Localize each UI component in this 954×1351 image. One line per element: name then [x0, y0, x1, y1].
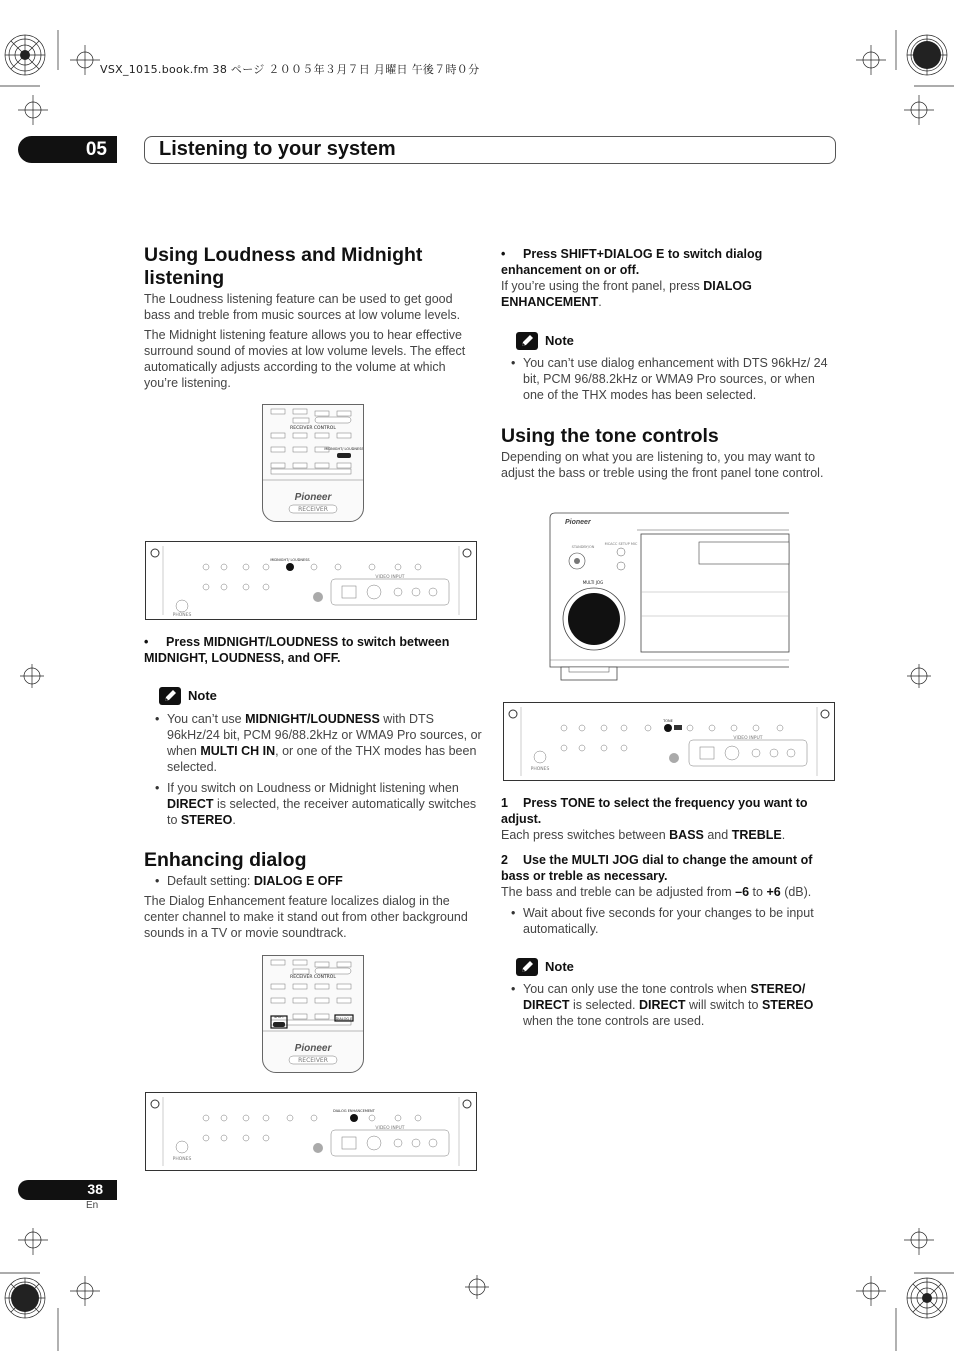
tone-step-1-sub: Each press switches between BASS and TREBLE.	[501, 828, 786, 842]
remote-shift-label: SHIFT	[274, 1015, 284, 1019]
receiver-graphic	[549, 512, 790, 682]
list-item: • You can’t use MIDNIGHT/LOUDNESS with DTS 96kHz/24 bit, PCM 96/88.2kHz or WMA9 Pro sources, or when MULTI CH IN, or one of the THX modes has been selected.	[152, 711, 482, 775]
note-label: Note	[545, 333, 574, 348]
panel-video-label: VIDEO INPUT	[375, 575, 405, 580]
remote-section-label: RECEIVER CONTROL	[290, 426, 336, 431]
note-icon	[516, 958, 538, 976]
remote-receiver-label: RECEIVER	[298, 1057, 328, 1064]
note-icon	[159, 687, 181, 705]
dialog-step-text: Press SHIFT+DIALOG E to switch dialog enhancement on or off.	[501, 247, 763, 277]
front-panel-illustration	[503, 702, 835, 781]
tone-paragraph: Depending on what you are listening to, you may want to adjust the bass or treble using the front panel tone control.	[501, 450, 824, 480]
loudness-note-list	[152, 711, 482, 833]
remote-control-illustration	[262, 955, 364, 1073]
tone-step-2-sub: The bass and treble can be adjusted from –6 to +6 (dB).	[501, 885, 812, 899]
remote-brand: Pioneer	[294, 1043, 332, 1054]
panel-phones-label: PHONES	[172, 1157, 192, 1162]
note-label: Note	[188, 688, 217, 703]
panel-video-label: VIDEO INPUT	[733, 736, 763, 741]
list-item: • Default setting: DIALOG E OFF	[152, 873, 482, 889]
registration-mark-icon	[0, 1228, 120, 1351]
chapter-number: 05	[85, 139, 107, 160]
loudness-paragraph-2: The Midnight listening feature allows you to hear effective surround sound of movies at low volume levels. The effect automatically adjusts according to the volume at which you’re listening.	[144, 328, 466, 390]
note-icon	[516, 332, 538, 350]
panel-phones-label: PHONES	[530, 767, 550, 772]
registration-mark-icon	[907, 664, 931, 688]
panel-midnight-label: MIDNIGHT/ LOUDNESS	[270, 558, 310, 562]
list-item: • You can only use the tone controls when STEREO/ DIRECT is selected. DIRECT will switch to STEREO when the tone controls are used.	[508, 981, 835, 1029]
print-header: VSX_1015.book.fm 38 ページ ２００５年３月７日 月曜日 午後７時０分	[100, 63, 480, 76]
remote-buttons-graphic	[263, 956, 363, 1072]
registration-mark-icon	[0, 30, 120, 150]
front-panel-graphic	[504, 703, 834, 780]
section-title-dialog: Enhancing dialog	[144, 849, 307, 871]
mcacc-label: MCACC SETUP MIC	[604, 542, 638, 546]
tone-bullet-list	[508, 905, 835, 942]
front-panel-illustration	[145, 1092, 477, 1171]
remote-buttons-graphic	[263, 405, 363, 521]
tone-note-list	[508, 981, 835, 1034]
dialog-paragraph: The Dialog Enhancement feature localizes dialog in the center channel to make it stand out from other background sounds in a TV or movie soundtrack.	[144, 894, 468, 940]
dialog-step: • Press SHIFT+DIALOG E to switch dialog enhancement on or off.	[501, 247, 763, 277]
registration-mark-icon	[465, 1275, 489, 1299]
list-item: • You can’t use dialog enhancement with DTS 96kHz/ 24 bit, PCM 96/88.2kHz or WMA9 Pro sources, or when one of the THX modes has been selected.	[508, 355, 835, 403]
panel-phones-label: PHONES	[172, 613, 192, 618]
chapter-number-badge	[18, 136, 117, 163]
multi-jog-label: MULTI JOG	[582, 580, 604, 585]
remote-control-illustration	[262, 404, 364, 522]
remote-brand: Pioneer	[294, 492, 332, 503]
front-panel-graphic	[146, 1093, 476, 1170]
chapter-title: Listening to your system	[159, 138, 396, 160]
tone-step-1: 1 Press TONE to select the frequency you want to adjust.	[501, 796, 808, 826]
page-number: 38	[87, 1181, 103, 1197]
dialog-note-list	[508, 355, 835, 408]
remote-receiver-label: RECEIVER	[298, 506, 328, 513]
panel-video-label: VIDEO INPUT	[375, 1126, 405, 1131]
registration-mark-icon	[20, 664, 44, 688]
remote-midnight-label: MIDNIGHT/ LOUDNESS	[324, 447, 363, 451]
page-number-badge	[18, 1180, 117, 1200]
note-label: Note	[545, 959, 574, 974]
power-label: STANDBY/ON	[571, 545, 595, 549]
section-title-loudness: Using Loudness and Midnight listening	[144, 244, 423, 289]
remote-section-label: RECEIVER CONTROL	[290, 975, 336, 980]
receiver-front-illustration	[549, 512, 790, 682]
registration-mark-icon	[834, 1228, 954, 1351]
loudness-paragraph-1: The Loudness listening feature can be used to get good bass and treble from music sources at low volume levels.	[144, 292, 461, 322]
remote-dialog-label: DIALOG E	[335, 1017, 353, 1021]
front-panel-graphic	[146, 542, 476, 619]
list-item: • If you switch on Loudness or Midnight listening when DIRECT is selected, the receiver automatically switches to STEREO.	[152, 780, 482, 828]
chapter-title-box	[144, 136, 836, 164]
page-language: En	[86, 1200, 99, 1211]
loudness-step-text: Press MIDNIGHT/LOUDNESS to switch between MIDNIGHT, LOUDNESS, and OFF.	[144, 635, 450, 665]
dialog-step-sub: If you’re using the front panel, press DIALOG ENHANCEMENT.	[501, 279, 752, 309]
tone-step-2: 2 Use the MULTI JOG dial to change the amount of bass or treble as necessary.	[501, 853, 813, 883]
panel-dialog-label: DIALOG ENHANCEMENT	[333, 1109, 375, 1113]
dialog-default-list	[152, 873, 482, 894]
panel-tone-label: TONE	[663, 719, 673, 723]
section-title-tone: Using the tone controls	[501, 425, 719, 447]
receiver-brand: Pioneer	[565, 519, 591, 526]
registration-mark-icon	[834, 30, 954, 150]
loudness-step: • Press MIDNIGHT/LOUDNESS to switch between MIDNIGHT, LOUDNESS, and OFF.	[144, 635, 450, 665]
list-item: • Wait about five seconds for your changes to be input automatically.	[508, 905, 835, 937]
front-panel-illustration	[145, 541, 477, 620]
